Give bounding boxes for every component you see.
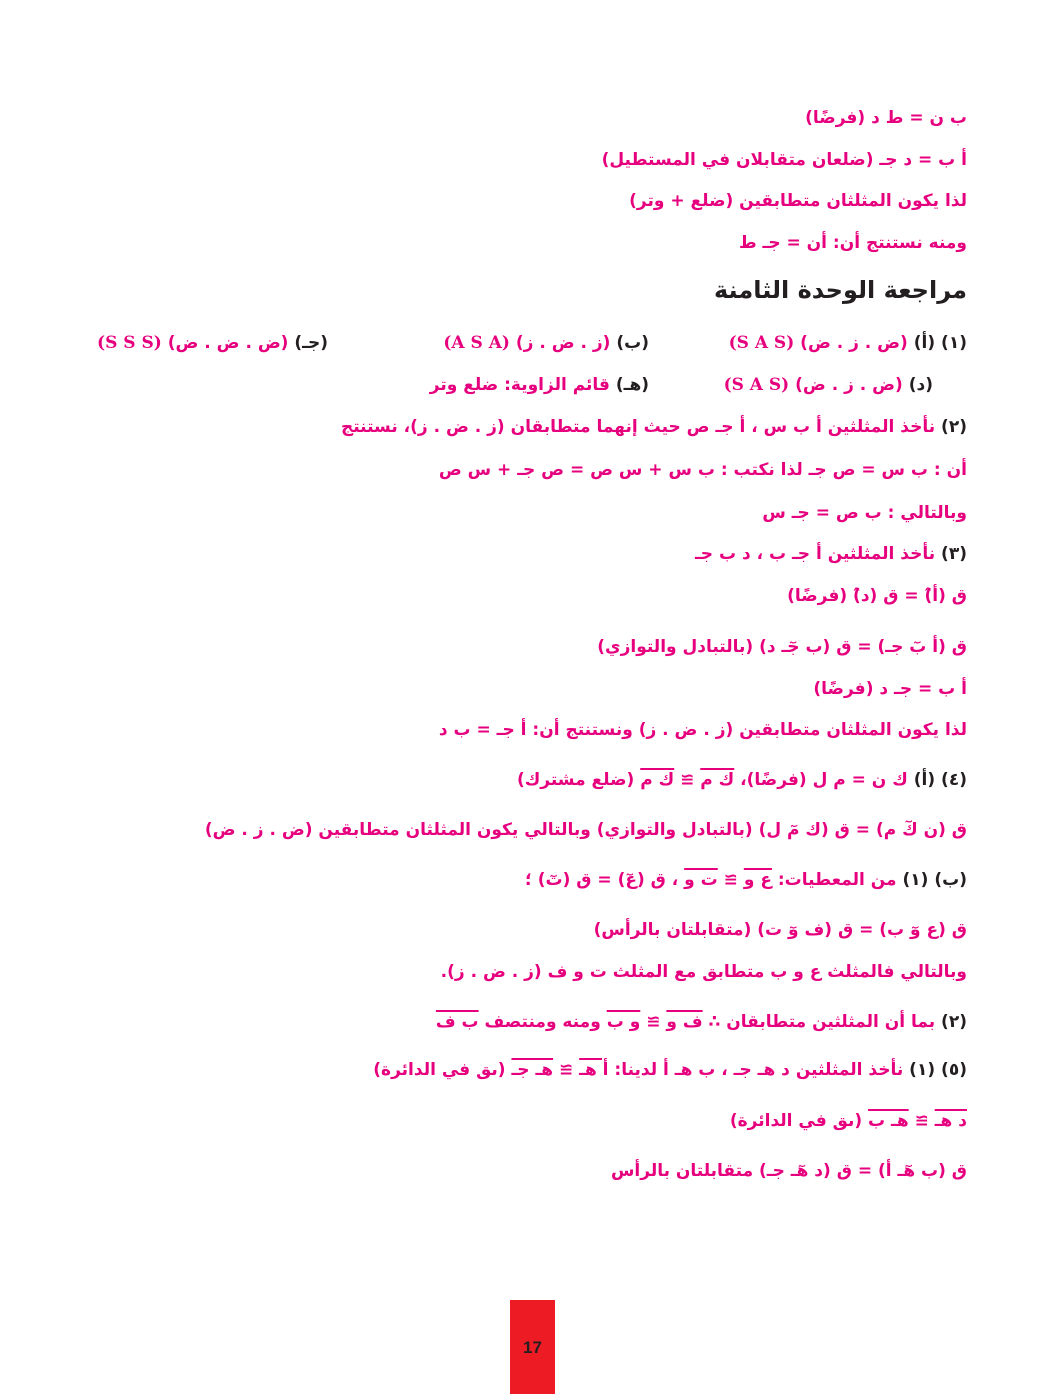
answer-code: (S S S) [97,333,162,353]
segment: ك م [640,770,675,790]
question-number: (١) [941,333,967,353]
answer-line: ق (ب هٓـ أ) = ق (د هٓـ جـ) متقابلتان بالرأس [610,1161,967,1181]
answer-text: ، ق (عٓ) = ق (تٓ) ؛ [525,870,685,890]
answer-line: وبالتالي فالمثلث ع و ب متطابق مع المثلث ت و ف (ز . ض . ز). [440,962,967,982]
answer-text: نأخذ المثلثين أ ب س ، أ جـ ص حيث إنهما متطابقان (ز . ض . ز)، نستنتج [340,417,936,437]
item-letter: (جـ) [294,333,328,353]
congruent-symbol: ≅ [553,1060,580,1080]
congruent-symbol: ≅ [674,770,701,790]
answer-text: ك ن = م ل (فرضًا)، [734,770,908,790]
segment: هـ جـ [511,1060,554,1080]
q5-line [373,1057,967,1083]
answer-text: (ض . ز . ض) [800,333,908,353]
answer-text: (ضلع مشترك) [516,770,641,790]
segment: ع و [743,870,772,890]
q1-a [729,330,967,356]
item-letter: (هـ) [615,375,649,395]
question-number: (٥) [941,1060,967,1080]
question-number: (٤) [941,770,967,790]
sub-number: (١) [909,1060,936,1080]
congruent-symbol: ≅ [908,1111,935,1131]
answer-text: نأخذ المثلثين أ جـ ب ، د ب جـ [694,544,936,564]
question-number: (٢) [941,417,967,437]
q1-d [724,372,933,398]
sub-number: (٢) [941,1012,967,1032]
answer-text: بما أن المثلثين متطابقان ∴ [702,1012,936,1032]
page-number-tab [510,1300,555,1394]
segment: ب ف [435,1012,479,1032]
segment: د هـ [934,1111,967,1131]
page-number: 17 [523,1338,542,1357]
answer-code: (S A S) [728,333,795,353]
q4-line [517,767,967,793]
q1-c [97,330,328,356]
q1-e [430,372,649,398]
answer-line: ق (أ بٓ جـ) = ق (ب جٓـ د) (بالتبادل والتوازي) [597,637,967,657]
answer-line: أن : ب س = ص جـ لذا نكتب : ب س + س ص = ص جـ + س ص [438,460,967,480]
segment: هـ ب [868,1111,909,1131]
question-number: (٣) [941,544,967,564]
answer-line: ب ن = ط د (فرضًا) [805,108,967,128]
q3-line [695,541,967,567]
answer-text: (ىق في الدائرة) [729,1111,869,1131]
q5-line-2 [730,1108,967,1134]
answer-line: ق (أ̂) = ق (د̂) (فرضًا) [787,586,967,606]
page-title: مراجعة الوحدة الثامنة [714,276,967,304]
answer-text: (ىق في الدائرة) [373,1060,512,1080]
item-letter: (ب) [616,333,649,353]
segment: ف و [666,1012,703,1032]
congruent-symbol: ≅ [640,1012,667,1032]
answer-line: ومنه نستنتج أن: أن = جـ ط [738,233,967,253]
sub-number: (١) [902,870,929,890]
answer-text: (ض . ز . ض) [795,375,903,395]
answer-line: أ ب = جـ د (فرضًا) [813,679,967,699]
answer-line: ق (ع وٓ ب) = ق (ف وٓ ت) (متقابلتان بالرأس) [593,920,967,940]
segment: و ب [606,1012,641,1032]
answer-code: (S A S) [723,375,790,395]
q1-b [443,330,649,356]
answer-code: (A S A) [443,333,510,353]
q4-b2-line [436,1009,967,1035]
answer-line: أ ب = د جـ (ضلعان متقابلان في المستطيل) [601,150,967,170]
item-letter: (د) [908,375,933,395]
q4-b-line [525,867,967,893]
answer-line: ق (ن كٓ م) = ق (ك مٓ ل) (بالتبادل والتوازي) وبالتالي يكون المثلثان متطابقين (ض . ز . ض) [204,820,967,840]
congruent-symbol: ≅ [717,870,744,890]
q2-line [341,414,967,440]
item-letter: (ب) [934,870,967,890]
answer-text: نأخذ المثلثين د هـ جـ ، ب هـ أ لدينا: [608,1060,904,1080]
segment: ت و [684,870,718,890]
segment: ك م [700,770,735,790]
segment: أ هـ [579,1060,609,1080]
answer-line: وبالتالي : ب ص = جـ س [762,503,967,523]
answer-text: من المعطيات: [771,870,897,890]
answer-text: قائم الزاوية: ضلع وتر [429,375,610,395]
answer-line: لذا يكون المثلثان متطابقين (ز . ض . ز) ونستنتج أن: أ جـ = ب د [438,720,967,740]
answer-text: ومنه ومنتصف [478,1012,607,1032]
item-letter: (أ) [913,770,936,790]
answer-text: (ض . ض . ض) [167,333,289,353]
answer-text: (ز . ض . ز) [515,333,611,353]
answer-line: لذا يكون المثلثان متطابقين (ضلع + وتر) [629,191,967,211]
item-letter: (أ) [913,333,936,353]
